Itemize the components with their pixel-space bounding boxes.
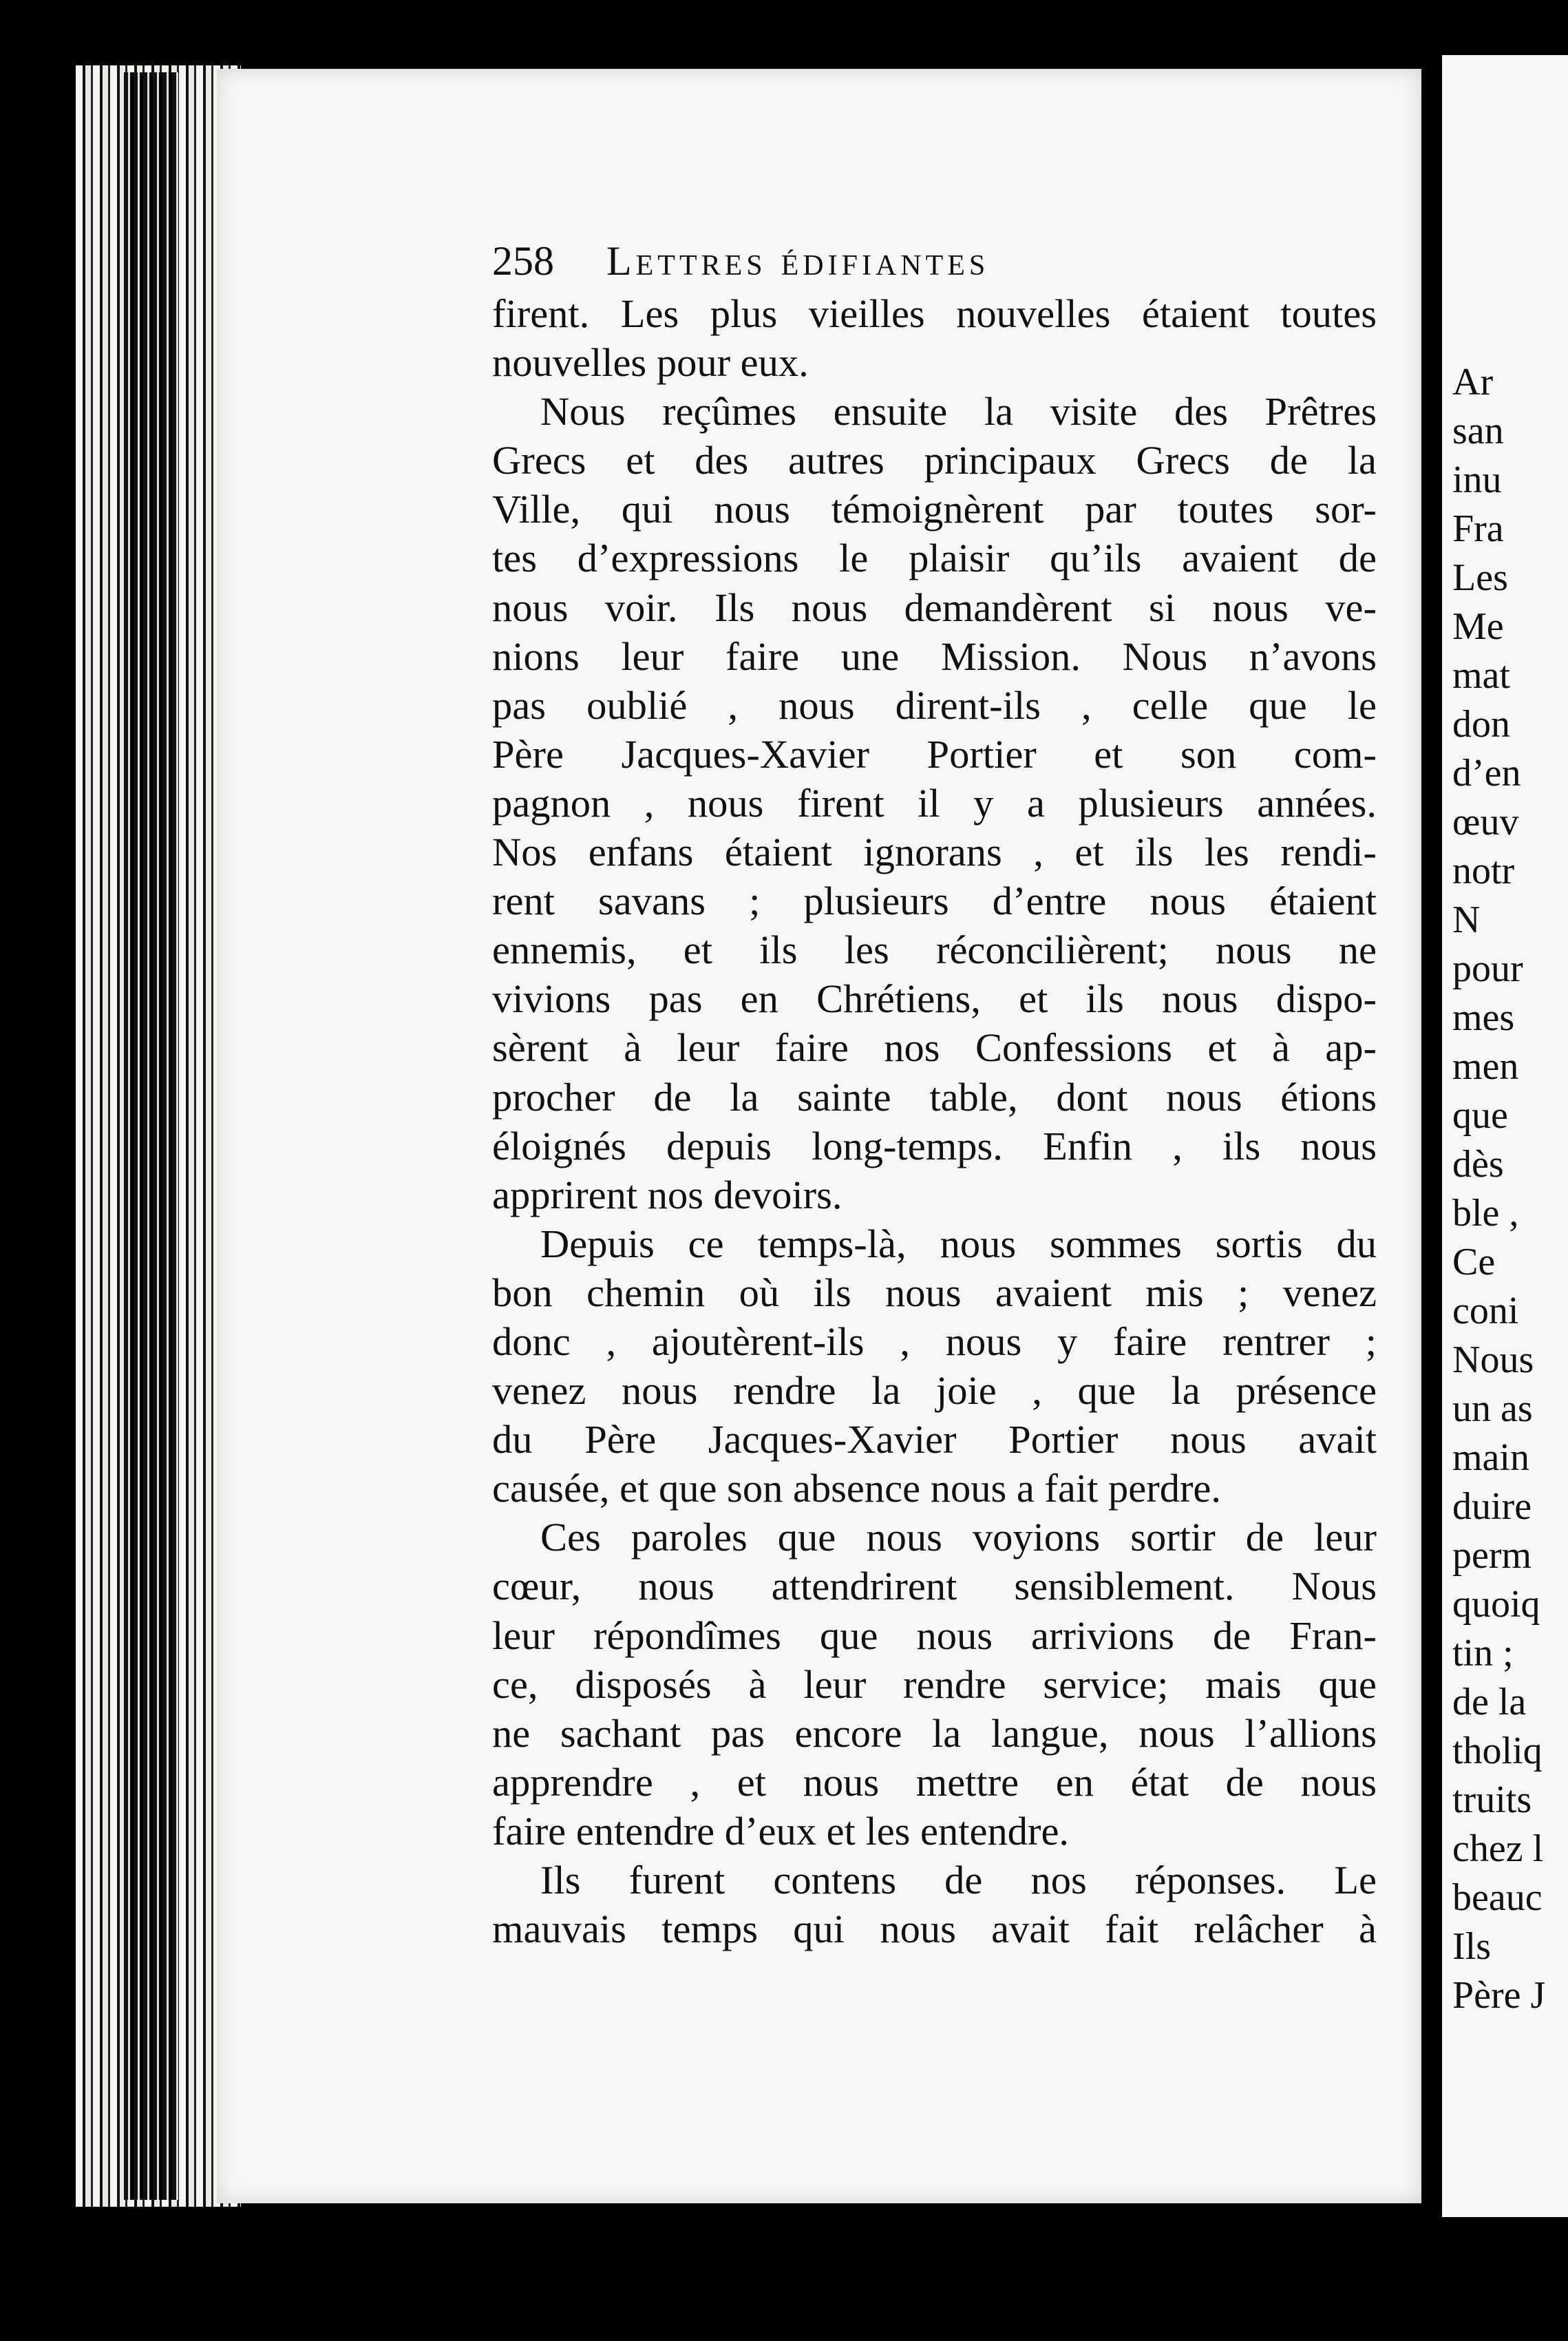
text-line: ennemis, et ils les réconcilièrent; nous ne xyxy=(492,927,1377,973)
facing-fragment: chez l xyxy=(1452,1827,1544,1870)
text-line: faire entendre d’eux et les entendre. xyxy=(492,1808,1070,1854)
text-line: firent. Les plus vieilles nouvelles étaient toutes xyxy=(492,291,1377,336)
facing-fragment: Nous xyxy=(1452,1339,1534,1381)
facing-page-fragments xyxy=(1452,358,1568,2020)
facing-fragment: duire xyxy=(1452,1485,1532,1528)
facing-fragment: pour xyxy=(1452,947,1523,990)
facing-fragment: Père J xyxy=(1452,1974,1546,2017)
text-line: Ces paroles que nous voyions sortir de leur xyxy=(540,1515,1377,1560)
facing-fragment: N xyxy=(1452,899,1481,941)
text-line: bon chemin où ils nous avaient mis ; venez xyxy=(492,1270,1377,1315)
facing-fragment: tin ; xyxy=(1452,1632,1514,1675)
text-line: apprirent nos devoirs. xyxy=(492,1172,843,1217)
facing-fragment: notr xyxy=(1452,850,1515,892)
facing-fragment: truits xyxy=(1452,1778,1532,1821)
facing-fragment: Fra xyxy=(1452,507,1504,550)
facing-fragment: men xyxy=(1452,1045,1519,1088)
running-header xyxy=(492,238,1387,285)
facing-fragment: œuv xyxy=(1452,801,1519,843)
text-line: causée, et que son absence nous a fait perdre. xyxy=(492,1466,1222,1511)
facing-fragment: d’en xyxy=(1452,752,1521,795)
facing-fragment: inu xyxy=(1452,459,1502,501)
text-line: leur répondîmes que nous arrivions de Fran- xyxy=(492,1613,1377,1658)
facing-fragment: dès xyxy=(1452,1143,1504,1186)
text-line: éloignés depuis long-temps. Enfin , ils nous xyxy=(492,1123,1377,1168)
text-line: ce, disposés à leur rendre service; mais que xyxy=(492,1661,1377,1707)
page-number: 258 xyxy=(492,238,554,284)
text-line: sèrent à leur faire nos Confessions et à ap- xyxy=(492,1025,1377,1071)
facing-fragment: don xyxy=(1452,703,1510,746)
text-line: nous voir. Ils nous demandèrent si nous ve- xyxy=(492,585,1377,630)
facing-fragment: quoiq xyxy=(1452,1583,1540,1626)
text-line: venez nous rendre la joie , que la présence xyxy=(492,1368,1377,1414)
text-line: donc , ajoutèrent-ils , nous y faire rentrer ; xyxy=(492,1319,1377,1364)
facing-fragment: coni xyxy=(1452,1290,1519,1332)
text-line: Père Jacques-Xavier Portier et son com- xyxy=(492,731,1377,777)
facing-fragment: Me xyxy=(1452,605,1504,648)
facing-fragment: tholiq xyxy=(1452,1730,1543,1772)
facing-fragment: ble , xyxy=(1452,1192,1519,1235)
text-line: apprendre , et nous mettre en état de nous xyxy=(492,1759,1377,1805)
facing-fragment: un as xyxy=(1452,1387,1533,1430)
facing-fragment: beauc xyxy=(1452,1876,1543,1919)
text-line: vivions pas en Chrétiens, et ils nous dispo- xyxy=(492,976,1377,1022)
text-line: Grecs et des autres principaux Grecs de la xyxy=(492,438,1377,483)
text-line: pas oublié , nous dirent-ils , celle que le xyxy=(492,682,1377,728)
running-title: Lettres édifiantes xyxy=(606,238,990,284)
text-line: ne sachant pas encore la langue, nous l’allions xyxy=(492,1710,1377,1756)
facing-fragment: perm xyxy=(1452,1534,1532,1577)
page-edges xyxy=(76,65,241,2207)
facing-fragment: main xyxy=(1452,1436,1529,1479)
facing-fragment: de la xyxy=(1452,1681,1527,1723)
facing-fragment: Ils xyxy=(1452,1925,1491,1968)
text-line: Ils furent contens de nos réponses. Le xyxy=(540,1858,1377,1902)
text-line: du Père Jacques-Xavier Portier nous avait xyxy=(492,1417,1377,1462)
facing-fragment: Ar xyxy=(1452,361,1494,403)
text-line: cœur, nous attendrirent sensiblement. Nous xyxy=(492,1564,1377,1609)
text-line: Nos enfans étaient ignorans , et ils les rendi- xyxy=(492,830,1377,875)
text-line: mauvais temps qui nous avait fait relâcher à xyxy=(492,1907,1377,1952)
facing-fragment: san xyxy=(1452,410,1504,452)
text-line: rent savans ; plusieurs d’entre nous étaient xyxy=(492,879,1377,924)
facing-fragment: mes xyxy=(1452,996,1515,1039)
text-line: Nous reçûmes ensuite la visite des Prêtres xyxy=(540,389,1377,434)
text-line: tes d’expressions le plaisir qu’ils avaient de xyxy=(492,536,1377,581)
text-line: Depuis ce temps-là, nous sommes sortis du xyxy=(540,1221,1377,1266)
facing-fragment: mat xyxy=(1452,654,1510,697)
text-line: procher de la sainte table, dont nous étions xyxy=(492,1074,1377,1120)
text-line: pagnon , nous firent il y a plusieurs années. xyxy=(492,780,1377,826)
book-page-right-edge xyxy=(1442,55,1568,2217)
facing-fragment: que xyxy=(1452,1094,1508,1137)
text-line: nions leur faire une Mission. Nous n’avons xyxy=(492,633,1377,679)
facing-fragment: Les xyxy=(1452,556,1508,599)
body-text xyxy=(492,289,1377,1953)
facing-fragment: Ce xyxy=(1452,1241,1496,1283)
text-line: nouvelles pour eux. xyxy=(492,340,809,386)
text-line: Ville, qui nous témoignèrent par toutes sor- xyxy=(492,487,1377,532)
